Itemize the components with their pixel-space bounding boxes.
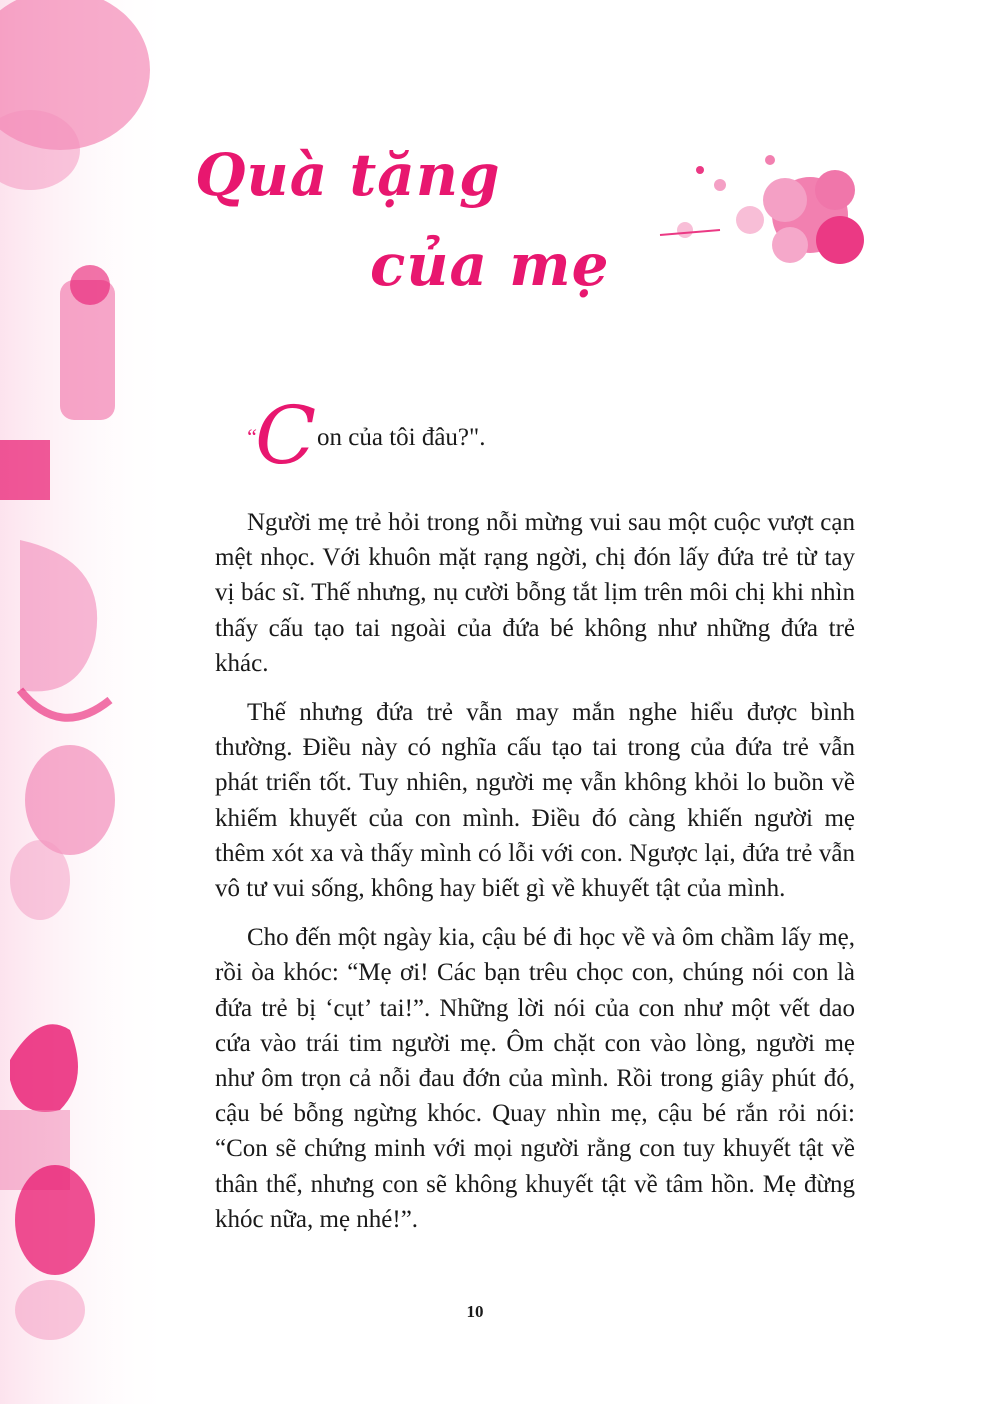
opening-quote-mark: “ — [245, 424, 258, 449]
lead-text: on của tôi đâu?". — [317, 424, 486, 451]
body-text — [215, 505, 855, 1251]
chapter-title — [195, 130, 615, 310]
paragraph: Cho đến một ngày kia, cậu bé đi học về và ôm chầm lấy mẹ, rồi òa khóc: “Mẹ ơi! Các bạn trêu chọc con, chúng nói con là đứa trẻ bị ‘cụt’ tai!”. Những lời nói của con như một vết dao cứa vào trái tim người mẹ. Ôm chặt con vào lòng, người mẹ như ôm trọn cả nỗi đau đớn của mình. Rồi trong giây phút đó, cậu bé bỗng ngừng khóc. Quay nhìn mẹ, cậu bé rắn rỏi nói: “Con sẽ chứng minh với mọi người rằng con tuy khuyết tật về thân thể, nhưng con sẽ không khuyết tật về tâm hồn. Mẹ đừng khóc nữa, mẹ nhé!”. — [215, 924, 855, 1233]
title-line-2: của mẹ — [370, 231, 610, 299]
pink-photo-strip-illustration — [0, 0, 175, 1404]
pink-flower-illustration — [640, 140, 880, 280]
drop-cap: C — [255, 389, 317, 482]
paragraph: Thế nhưng đứa trẻ vẫn may mắn nghe hiểu được bình thường. Điều này có nghĩa cấu tạo tai trong của đứa trẻ vẫn phát triển tốt. Tuy nhiên, người mẹ vẫn không khỏi lo buồn về khiếm khuyết của con mình. Điều đó càng khiến người mẹ thêm xót xa và thấy mình có lỗi với con. Ngược lại, đứa trẻ vẫn vô tư vui sống, không hay biết gì về khuyết tật của mình. — [215, 699, 855, 903]
lead-line — [245, 389, 645, 482]
side-photo-strip — [0, 0, 175, 1404]
title-line-1: Quà tặng — [195, 141, 501, 209]
page-number: 10 — [466, 1302, 484, 1321]
paragraph: Người mẹ trẻ hỏi trong nỗi mừng vui sau một cuộc vượt cạn mệt nhọc. Với khuôn mặt rạng ngời, chị đón lấy đứa trẻ từ tay vị bác sĩ. Thế nhưng, nụ cười bỗng tắt lịm trên môi chị khi nhìn thấy cấu tạo tai ngoài của đứa bé không như những đứa trẻ khác. — [215, 509, 855, 677]
